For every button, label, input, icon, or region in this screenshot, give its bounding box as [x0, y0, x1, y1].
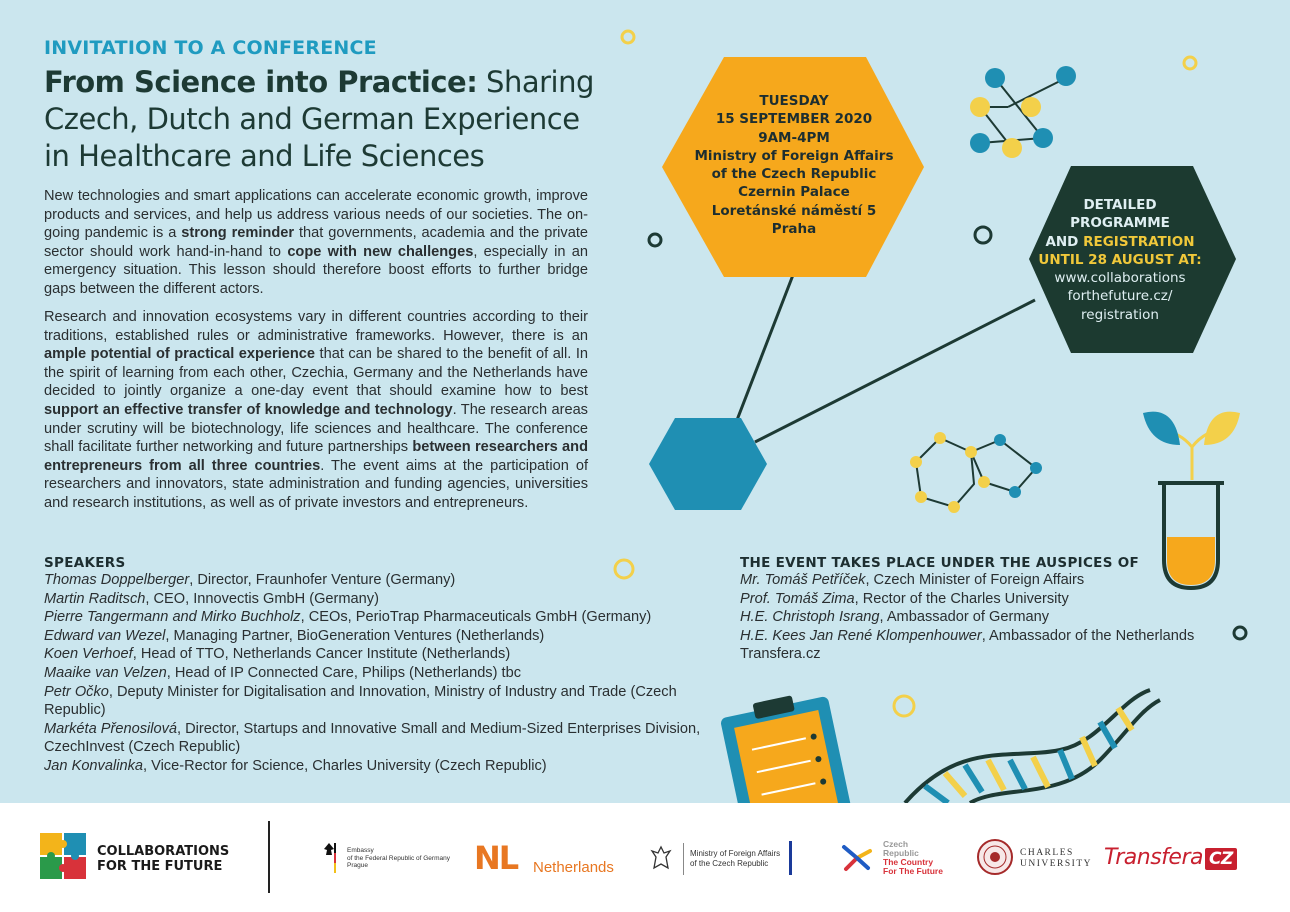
reg-and: AND	[1045, 233, 1084, 250]
list-item	[44, 627, 704, 646]
person-name: Martin Raditsch	[44, 590, 146, 607]
person-name: Koen Verhoef	[44, 646, 133, 663]
person-name: H.E. Christoph Israng	[740, 609, 880, 626]
person-role: , Rector of the Charles University	[854, 590, 1069, 607]
paragraph-text: New technologies and smart applications can accelerate economic growth, improve products and services, and help us address various needs of our societies. The on-going pandemic is a	[44, 188, 588, 242]
registration-details	[1030, 196, 1210, 324]
emphasis-text: cope with new challenges	[287, 243, 474, 260]
person-role: , CEOs, PerioTrap Pharmaceuticals GmbH (Germany)	[300, 609, 652, 626]
person-name: Petr Očko	[44, 683, 109, 700]
paragraph-text: . The research areas under scrutiny will be biotechnology, life sciences and healthcare. The conference shall facilitate further networking and future partnerships	[44, 401, 588, 456]
nl-logo-mark: NL	[474, 839, 518, 877]
list-item	[44, 664, 704, 683]
charles-university-seal-icon	[976, 838, 1014, 876]
embassy-line-3: Prague	[347, 862, 368, 869]
teal-hexagon	[649, 418, 767, 510]
auspices-list	[740, 571, 1260, 664]
intro-paragraph-1	[44, 187, 588, 299]
czech-republic-logo-text	[883, 840, 943, 876]
embassy-line-2: of the Federal Republic of Germany	[347, 854, 450, 862]
person-name: Prof. Tomáš Zima	[740, 590, 855, 607]
event-line: Ministry of Foreign Affairs	[694, 147, 894, 164]
ring-decoration	[1184, 57, 1196, 69]
person-name: Maaike van Velzen	[44, 664, 167, 681]
list-item	[740, 608, 1260, 627]
emphasis-text: support an effective transfer of knowledge and technology	[44, 401, 453, 418]
invitation-eyebrow: INVITATION TO A CONFERENCE	[44, 37, 377, 59]
mfa-line-2: of the Czech Republic	[690, 858, 769, 868]
list-item	[44, 683, 704, 720]
intro-paragraph-2	[44, 308, 588, 513]
person-role: , Czech Minister of Foreign Affairs	[865, 572, 1085, 588]
speakers-list	[44, 571, 704, 776]
event-line: 15 SEPTEMBER 2020	[715, 111, 873, 128]
ring-decoration	[975, 227, 991, 243]
reg-line-1: DETAILED	[1083, 197, 1157, 213]
mfa-logo-text	[690, 849, 780, 868]
page-title	[44, 64, 604, 175]
list-item	[740, 590, 1260, 609]
reg-registration: REGISTRATION	[1083, 233, 1195, 250]
emphasis-text: ample potential of practical experience	[44, 346, 316, 363]
event-line: TUESDAY	[759, 93, 829, 109]
cz-line-2: Republic	[883, 848, 919, 858]
mfa-line-1: Ministry of Foreign Affairs	[690, 849, 781, 858]
person-role: , Ambassador of Germany	[879, 609, 1050, 626]
reg-line-3	[1030, 233, 1210, 251]
czech-republic-star-icon	[840, 843, 874, 873]
puzzle-logo-icon	[38, 831, 88, 883]
person-role: , Managing Partner, BioGeneration Ventures (Netherlands)	[165, 627, 545, 644]
url-part-2[interactable]: forthefuture.cz/	[1067, 288, 1173, 305]
charles-university-logo-text	[1020, 848, 1092, 870]
person-role: , Head of IP Connected Care, Philips (Netherlands) tbc	[166, 664, 521, 681]
emphasis-text: strong reminder	[181, 225, 295, 242]
person-name: Markéta Přenosilová	[44, 720, 178, 737]
list-item	[740, 571, 1260, 590]
paragraph-text: that governments, academia and the private sector should work hand-in-hand to	[44, 225, 589, 260]
embassy-line-1: Embassy	[347, 847, 374, 854]
transfera-word: Transfera	[1104, 845, 1203, 870]
footer-logos	[0, 803, 1290, 912]
person-role: , Vice-Rector for Science, Charles University (Czech Republic)	[142, 757, 547, 774]
event-details	[672, 92, 916, 238]
person-role: Transfera.cz	[740, 646, 821, 663]
person-name: Thomas Doppelberger	[44, 572, 190, 588]
person-role: , Head of TTO, Netherlands Cancer Institute (Netherlands)	[132, 646, 511, 663]
cu-line-2: UNIVERSITY	[1020, 859, 1092, 869]
person-role: , CEO, Innovectis GmbH (Germany)	[145, 590, 379, 607]
speakers-heading: SPEAKERS	[44, 555, 126, 571]
registration-link[interactable]	[1030, 269, 1210, 324]
german-eagle-icon	[322, 841, 336, 875]
event-line: Praha	[771, 221, 817, 238]
list-item	[44, 720, 704, 757]
czech-lion-icon	[646, 843, 676, 873]
speakers-section	[44, 555, 704, 776]
list-item	[44, 757, 704, 776]
list-item	[44, 571, 704, 590]
list-item	[740, 645, 1260, 664]
connector-line	[755, 300, 1035, 442]
person-role: , Director, Fraunhofer Venture (Germany)	[189, 572, 456, 588]
paragraph-text: Research and innovation ecosystems vary in different countries according to their traditions, established rules or administrative frameworks. However, there is an	[44, 309, 588, 344]
title-rest: Sharing Czech, Dutch and German Experience in Healthcare and Life Sciences	[44, 65, 594, 173]
list-item	[740, 627, 1260, 646]
connector-line	[737, 275, 793, 420]
title-bold: From Science into Practice:	[44, 65, 478, 99]
list-item	[44, 590, 704, 609]
footer-divider	[268, 821, 270, 893]
url-part-1[interactable]: www.collaborations	[1054, 270, 1186, 287]
cz-line-1: Czech	[883, 839, 909, 849]
event-line: Czernin Palace	[738, 184, 850, 201]
person-name: Pierre Tangermann and Mirko Buchholz	[44, 609, 301, 626]
person-role: , Deputy Minister for Digitalisation and Innovation, Ministry of Industry and Trade (Czech Republic)	[44, 683, 677, 719]
emphasis-text: between researchers and entrepreneurs from all three countries	[44, 439, 588, 474]
cz-line-3: The Country	[883, 857, 934, 867]
event-line: Loretánské náměstí 5	[711, 202, 877, 219]
transfera-logo	[1104, 845, 1237, 870]
auspices-section	[740, 555, 1260, 664]
collab-line-2: FOR THE FUTURE	[97, 859, 223, 874]
reg-line-2: PROGRAMME	[1070, 215, 1170, 232]
nl-logo-text: Netherlands	[533, 859, 614, 876]
paragraph-text: that can be shared to the benefit of all. In the spirit of learning from each other, Czechia, Germany and the Netherlands have decided to jointly organize a one-day event that should examine how to best	[44, 346, 589, 400]
collaborations-logo-text	[97, 844, 229, 874]
event-line: of the Czech Republic	[711, 166, 877, 183]
paragraph-text: , especially in an emergency situation. This lesson should therefore boost efforts to further bridge gaps between the different actors.	[44, 243, 588, 297]
clipboard-icon	[718, 688, 856, 803]
collab-line-1: COLLABORATIONS	[97, 844, 230, 859]
ring-decoration	[622, 31, 634, 43]
paragraph-text: . The event aims at the participation of researchers and innovators, state administration and funding agencies, universities and research institutions, as well as of private investors and entrepreneurs.	[44, 457, 588, 511]
person-name: H.E. Kees Jan René Klompenhouwer	[740, 627, 982, 644]
event-line: 9AM-4PM	[758, 129, 830, 146]
mfa-divider	[683, 843, 684, 875]
url-part-3[interactable]: registration	[1081, 306, 1159, 323]
person-role: , Ambassador of the Netherlands	[981, 627, 1195, 644]
embassy-logo-text	[347, 847, 450, 870]
dna-icon	[905, 690, 1160, 803]
list-item	[44, 608, 704, 627]
person-name: Edward van Wezel	[44, 627, 166, 644]
person-role: , Director, Startups and Innovative Small and Medium-Sized Enterprises Division, CzechInvest (Czech Republic)	[44, 720, 701, 756]
cz-line-4: For The Future	[883, 866, 943, 876]
mfa-accent-bar	[789, 841, 792, 875]
transfera-cz-badge: CZ	[1205, 848, 1237, 870]
auspices-heading: THE EVENT TAKES PLACE UNDER THE AUSPICES OF	[740, 555, 1140, 571]
person-name: Jan Konvalinka	[44, 757, 143, 774]
person-name: Mr. Tomáš Petříček	[740, 572, 866, 588]
ring-decoration	[894, 696, 914, 716]
list-item	[44, 645, 704, 664]
ring-decoration	[649, 234, 661, 246]
cu-line-1: CHARLES	[1020, 848, 1074, 858]
reg-deadline: UNTIL 28 AUGUST AT:	[1038, 251, 1202, 268]
